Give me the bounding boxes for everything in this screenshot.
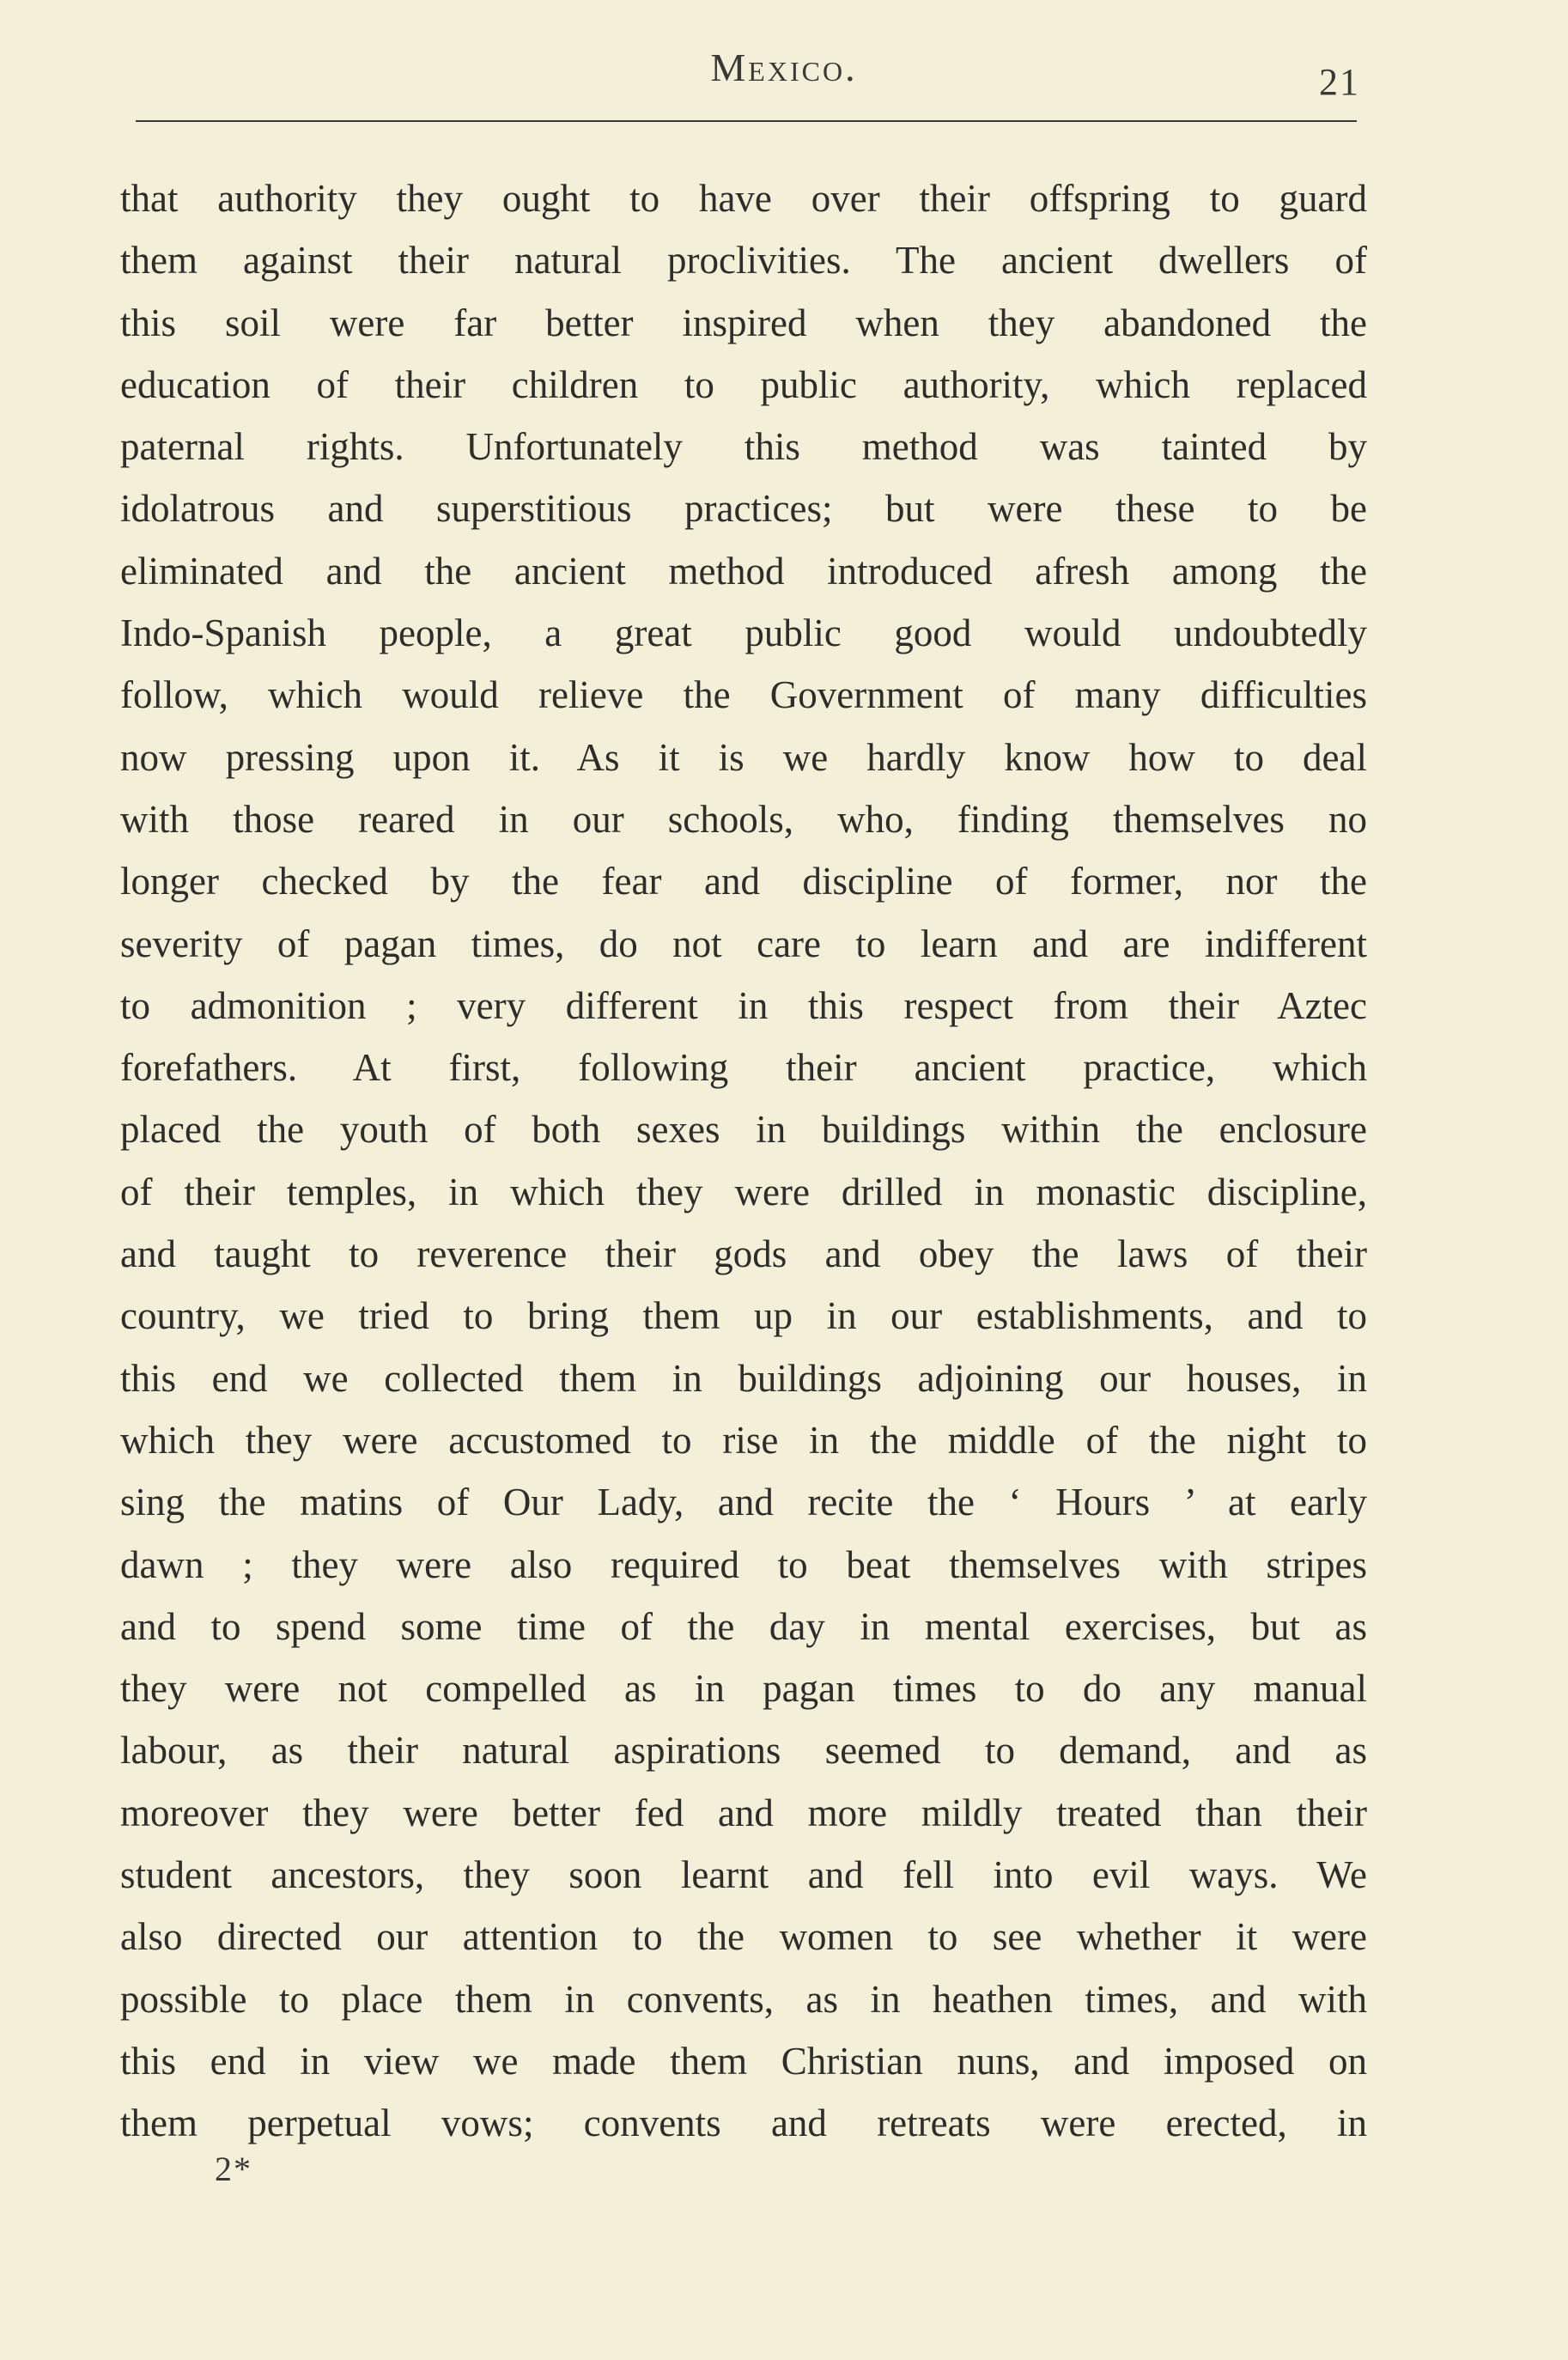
text-line: they were not compelled as in pagan times to do any manual: [120, 1667, 1367, 1711]
text-line: possible to place them in convents, as in heathen times, and with: [120, 1977, 1367, 2021]
text-line: and taught to reverence their gods and obey the laws of their: [120, 1232, 1367, 1276]
text-line: with those reared in our schools, who, finding themselves no: [120, 797, 1367, 841]
text-line: longer checked by the fear and discipline of former, nor the: [120, 860, 1367, 903]
running-head: Mexico.: [710, 46, 858, 89]
body-text: [120, 167, 1367, 2155]
text-line: forefathers. At first, following their ancient practice, which: [120, 1046, 1367, 1090]
text-line: that authority they ought to have over their offspring to guard: [120, 177, 1367, 220]
text-line: paternal rights. Unfortunately this method was tainted by: [120, 425, 1367, 469]
text-line: labour, as their natural aspirations seemed to demand, and as: [120, 1729, 1367, 1773]
header-rule: [136, 120, 1357, 122]
text-line: sing the matins of Our Lady, and recite the ‘ Hours ’ at early: [120, 1481, 1367, 1524]
text-line: which they were accustomed to rise in the middle of the night to: [120, 1418, 1367, 1462]
text-line: now pressing upon it. As it is we hardly know how to deal: [120, 735, 1367, 779]
text-line: this end we collected them in buildings adjoining our houses, in: [120, 1356, 1367, 1400]
text-line: dawn ; they were also required to beat themselves with stripes: [120, 1542, 1367, 1586]
text-line: severity of pagan times, do not care to learn and are indifferent: [120, 921, 1367, 965]
text-line: idolatrous and superstitious practices; but were these to be: [120, 487, 1367, 531]
text-line: Indo-Spanish people, a great public good would undoubtedly: [120, 611, 1367, 655]
page-number: 21: [1319, 61, 1360, 103]
text-line: this soil were far better inspired when they abandoned the: [120, 301, 1367, 344]
text-line: to admonition ; very different in this respect from their Aztec: [120, 983, 1367, 1027]
signature-mark: 2*: [215, 2150, 252, 2188]
text-line: also directed our attention to the women to see whether it were: [120, 1915, 1367, 1959]
text-line: follow, which would relieve the Government of many difficulties: [120, 673, 1367, 717]
text-line: placed the youth of both sexes in buildings within the enclosure: [120, 1108, 1367, 1152]
text-line: of their temples, in which they were drilled in monastic discipline,: [120, 1170, 1367, 1213]
text-line: them against their natural proclivities. The ancient dwellers of: [120, 239, 1367, 283]
text-line: education of their children to public authority, which replaced: [120, 362, 1367, 406]
text-line: eliminated and the ancient method introduced afresh among the: [120, 549, 1367, 593]
text-line: moreover they were better fed and more mildly treated than their: [120, 1791, 1367, 1834]
text-line: this end in view we made them Christian nuns, and imposed on: [120, 2039, 1367, 2083]
text-line: country, we tried to bring them up in our establishments, and to: [120, 1294, 1367, 1338]
text-line: and to spend some time of the day in mental exercises, but as: [120, 1604, 1367, 1648]
text-line: student ancestors, they soon learnt and fell into evil ways. We: [120, 1853, 1367, 1897]
text-line: them perpetual vows; convents and retreats were erected, in: [120, 2101, 1367, 2145]
